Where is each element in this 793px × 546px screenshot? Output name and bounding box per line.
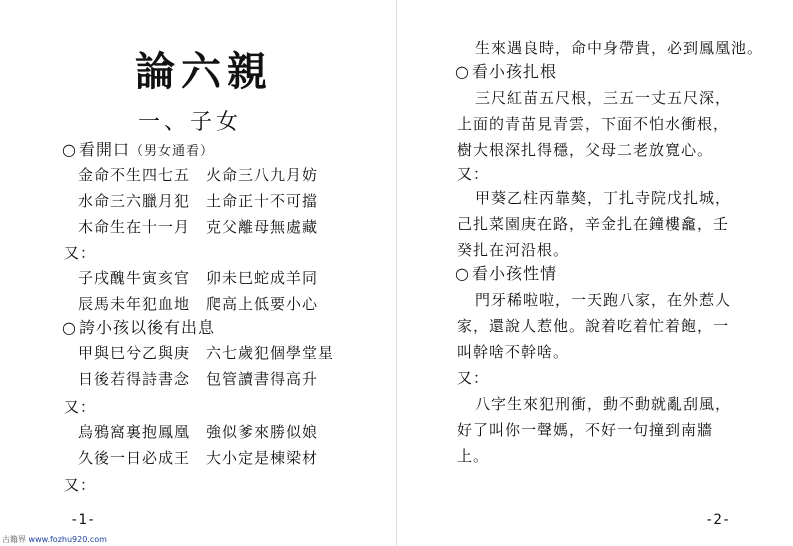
section-heading-text: 誇小孩以後有出息 [78, 318, 215, 337]
page-title: 論六親 [135, 48, 273, 95]
verse-line: 子戌醜牛寅亥官 卯未巳蛇成羊同 [78, 269, 319, 287]
verse-line: 生來遇良時，命中身帶貴，必到鳳凰池。 [475, 39, 764, 57]
verse-line: 辰馬未年犯血地 爬高上低要小心 [78, 295, 319, 313]
chapter-subtitle: 一、子女 [138, 110, 243, 135]
page-number: -1- [70, 512, 96, 528]
section-heading-future [62, 318, 215, 338]
right-page [396, 0, 793, 546]
verse-line: 八字生來犯刑衝，動不動就亂刮風， [475, 395, 732, 413]
verse-line: 家，還說人惹他。說着吃着忙着飽，一 [457, 317, 730, 335]
verse-line: 樹大根深扎得穩，父母二老放寬心。 [457, 141, 714, 159]
verse-line: 烏鴉窩裏抱鳳凰 強似爹來勝似娘 [78, 423, 319, 441]
verse-line: 又： [64, 476, 97, 494]
section-heading-temperament [455, 264, 557, 284]
verse-line: 上面的青苗見青雲，下面不怕水衝根， [457, 115, 730, 133]
section-heading-text: 看小孩扎根 [471, 62, 557, 81]
circle-marker-icon: ○ [62, 318, 77, 337]
section-heading-text: 看開口 [78, 140, 130, 159]
verse-line: 甲葵乙柱丙靠獒，丁扎寺院戊扎城， [475, 189, 732, 207]
verse-line: 又： [64, 398, 97, 416]
watermark-site-name: 古籍界 [2, 535, 26, 544]
verse-line: 日後若得詩書念 包管讀書得高升 [78, 370, 319, 388]
circle-marker-icon: ○ [455, 264, 470, 283]
circle-marker-icon: ○ [62, 140, 77, 159]
section-note: （男女通看） [129, 144, 214, 159]
verse-line: 癸扎在河沿根。 [457, 241, 570, 259]
verse-line: 門牙稀啦啦，一天跑八家，在外惹人 [475, 291, 732, 309]
site-watermark [2, 534, 107, 545]
verse-line: 木命生在十一月 克父離母無處藏 [78, 218, 319, 236]
verse-line: 叫幹啥不幹啥。 [457, 343, 570, 361]
verse-line: 水命三六臘月犯 土命正十不可擋 [78, 192, 319, 210]
watermark-url: www.fozhu920.com [28, 535, 107, 544]
verse-line: 上。 [457, 447, 490, 465]
circle-marker-icon: ○ [455, 62, 470, 81]
verse-line: 久後一日必成王 大小定是棟梁材 [78, 449, 319, 467]
section-heading-open-mouth [62, 140, 214, 162]
left-page [0, 0, 396, 546]
verse-line: 又： [457, 369, 490, 387]
verse-line: 三尺紅苗五尺根，三五一丈五尺深， [475, 89, 732, 107]
section-heading-text: 看小孩性情 [471, 264, 557, 283]
verse-line: 好了叫你一聲媽，不好一句撞到南牆 [457, 421, 714, 439]
verse-line: 己扎菜園庚在路，辛金扎在鐘樓龕，壬 [457, 215, 730, 233]
section-heading-rooting [455, 62, 557, 82]
verse-line: 又： [64, 244, 97, 262]
verse-line: 甲與巳兮乙與庚 六七歲犯個學堂星 [78, 344, 335, 362]
verse-line: 金命不生四七五 火命三八九月妨 [78, 166, 319, 184]
page-number: -2- [705, 512, 731, 528]
verse-line: 又： [457, 165, 490, 183]
